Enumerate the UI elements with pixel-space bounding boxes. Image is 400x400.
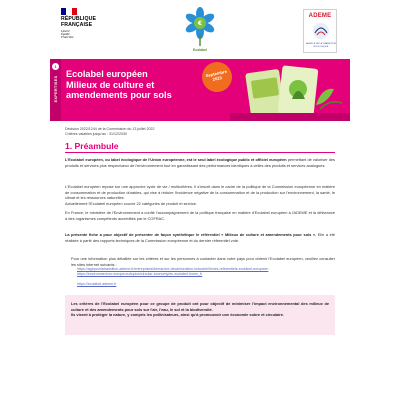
ecolabel-caption: Ecolabel xyxy=(193,48,207,52)
paragraph-info: Pour une information plus détaillée sur les critères et sur les personnes à contacter dans votre pays pour obtenir l'Ecolabel européen, veuillez consulter les sites internet suivants : xyxy=(71,256,335,267)
date-badge-text: Septembre 2023 xyxy=(205,68,228,82)
ademe-wordmark: ADEME xyxy=(308,13,332,19)
link-ecolabel-ademe[interactable]: https://ecolabel.ademe.fr xyxy=(77,282,117,286)
ademe-subtitle: AGENCE DE LA TRANSITION ÉCOLOGIQUE xyxy=(306,43,336,48)
paragraph-intro xyxy=(65,157,335,168)
republique-francaise-logo xyxy=(61,8,111,40)
purpose-bold: La présente fiche a pour objectif de présenter de façon synthétique le référentiel « Milieux de culture et amendements pour sols ». xyxy=(65,232,317,237)
objectives-text xyxy=(71,301,329,318)
paragraph-approach xyxy=(65,184,335,206)
title-banner xyxy=(50,59,350,121)
link-ec-ecolabel[interactable]: https://environment.ec.europa.eu/topics/circular-economy/eu-ecolabel-home_fr xyxy=(77,272,203,276)
garden-products-illustration xyxy=(230,59,350,121)
paragraph-purpose xyxy=(65,232,335,243)
ademe-emblem-icon xyxy=(312,21,330,41)
page-header xyxy=(50,0,350,58)
criteria-validity: Critères valables jusqu'au : 31/12/2030 xyxy=(65,132,128,136)
intro-bold: L'Ecolabel européen, ou label écologique de l'Union européenne, est le seul label écologique public et officiel européen xyxy=(65,157,287,162)
decision-reference: Décision 2022/1244 de la Commission du 13 juillet 2022 xyxy=(65,127,155,131)
link-ademe-fiches[interactable]: https://agirpourlatransition.ademe.fr/entreprises/demarche-decarbonation-industrie/fiches-referentiels-ecolabel-europeen xyxy=(77,267,269,271)
categories-text: Actuellement l'Ecolabel européen couvre 22 catégories de produit et service. xyxy=(65,200,198,206)
tab-number: 1 xyxy=(52,63,59,70)
section-divider xyxy=(65,152,335,153)
approach-text: L'Ecolabel européen repose sur une approche cycle de vie / multicritères. Il s'inscrit dans le cadre de la politique de la Commission européenne en matière de consommation et de production durables, qui vise à réduire l'incidence négative de la consommation et de la production sur l'environnement, la santé, le climat et les ressources naturelles. xyxy=(65,184,335,200)
ademe-logo xyxy=(303,9,337,53)
document-title: Ecolabel européen Milieux de culture et amendements pour sols xyxy=(66,69,172,101)
document-page xyxy=(50,0,350,400)
purpose-rest: Elle a été réalisée à partir des rapports techniques de la Commission européenne et du dernier référentiel voté. xyxy=(65,232,335,243)
objectives-bold: Les critères de l'Ecolabel européen pour ce groupe de produit ont pour objectif de minimiser l'impact environnemental des milieux de culture et des amendements pour sols sur l'air, l'eau, le sol et la biodiversité. xyxy=(71,301,329,312)
section-heading: 1. Préambule xyxy=(65,141,119,151)
svg-text:€: € xyxy=(197,20,203,27)
ecolabel-flower-icon xyxy=(181,6,219,48)
rf-motto: Liberté Égalité Fraternité xyxy=(61,28,74,40)
rf-title: RÉPUBLIQUE FRANÇAISE xyxy=(61,16,97,28)
intro-rest: permettant de valoriser des produits et services plus respectueux de l'environnement tout en garantissant des performances identiques à celles des produits et services analogues. xyxy=(65,157,335,168)
objectives-bold-2: Ils visent à protéger la nature, y compris les pollinisateurs, ainsi qu'à promouvoir une économie sobre et circulaire. xyxy=(71,312,285,317)
side-tab xyxy=(50,59,61,121)
tab-label: EXPERTISES xyxy=(54,75,58,103)
objectives-box xyxy=(65,295,335,335)
marianne-flag-icon xyxy=(61,8,77,15)
paragraph-france: En France, le ministère de l'Environnement a confié l'accompagnement de la politique française en matière d'Ecolabel européen à l'ADEME et la délivrance à des organismes compétents accrédités par le COFRAC. xyxy=(65,210,335,221)
